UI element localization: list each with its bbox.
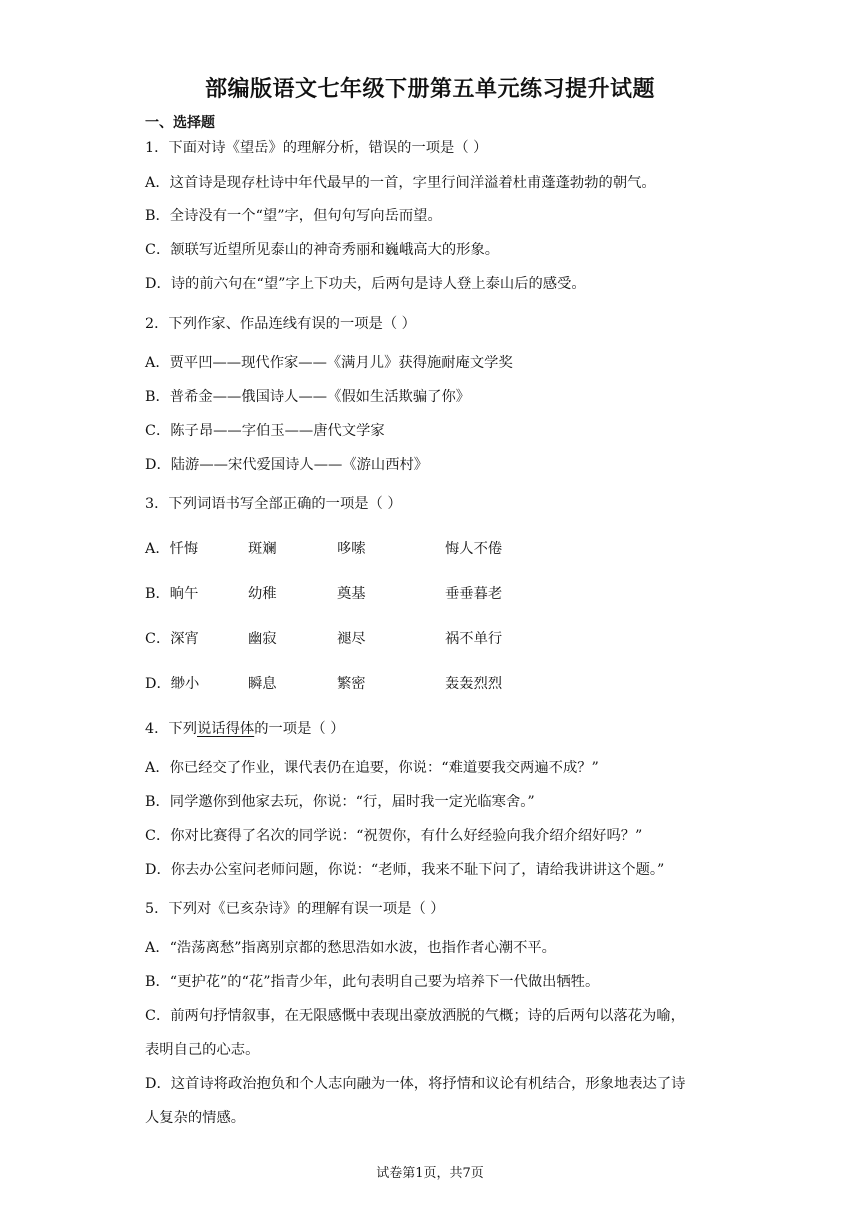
question-5-option-d-line2: 人复杂的情感。 <box>145 1110 246 1126</box>
option-cell: C．深宵 <box>145 631 199 647</box>
question-1-option-b: B．全诗没有一个“望”字，但句句写向岳而望。 <box>145 208 442 224</box>
question-3-option-row <box>145 539 625 559</box>
question-5-option-b: B．“更护花”的“花”指青少年，此句表明自己要为培养下一代做出牺牲。 <box>145 974 600 990</box>
question-2-option-b: B．普希金——俄国诗人——《假如生活欺骗了你》 <box>145 389 471 405</box>
question-5-stem: 5．下列对《已亥杂诗》的理解有误一项是（ ） <box>145 901 445 917</box>
question-1-option-a: A．这首诗是现存杜诗中年代最早的一首，字里行间洋溢着杜甫蓬蓬勃勃的朝气。 <box>145 175 656 191</box>
option-cell: B．晌午 <box>145 586 199 602</box>
section-heading: 一、选择题 <box>145 115 215 131</box>
question-4-stem-underlined: 说话得体 <box>197 721 255 737</box>
question-4-option-d: D．你去办公室问老师问题，你说：“老师，我来不耻下问了，请给我讲讲这个题。” <box>145 862 665 878</box>
question-4-option-c: C．你对比赛得了名次的同学说：“祝贺你，有什么好经验向我介绍介绍好吗？” <box>145 828 643 844</box>
question-5-option-c-line2: 表明自己的心志。 <box>145 1042 260 1058</box>
option-cell: 褪尽 <box>337 631 366 647</box>
option-cell: 繁密 <box>337 676 366 692</box>
question-4-option-a: A．你已经交了作业，课代表仍在追要，你说：“难道要我交两遍不成？” <box>145 760 599 776</box>
question-1-stem: 1．下面对诗《望岳》的理解分析，错误的一项是（ ） <box>145 140 488 156</box>
question-5-option-d-line1: D．这首诗将政治抱负和个人志向融为一体，将抒情和议论有机结合，形象地表达了诗 <box>145 1076 686 1092</box>
option-cell: 悔人不倦 <box>445 541 503 557</box>
option-cell: 幽寂 <box>248 631 277 647</box>
question-5-option-c-line1: C．前两句抒情叙事，在无限感慨中表现出豪放洒脱的气概；诗的后两句以落花为喻， <box>145 1008 685 1024</box>
page-footer: 试卷第1页，共7页 <box>376 1166 484 1181</box>
question-4-option-b: B．同学邀你到他家去玩，你说：“行，届时我一定光临寒舍。” <box>145 794 535 810</box>
option-cell: 哆嗦 <box>337 541 366 557</box>
option-cell: D．缈小 <box>145 676 200 692</box>
option-cell: 幼稚 <box>248 586 277 602</box>
option-cell: 瞬息 <box>248 676 277 692</box>
question-2-option-d: D．陆游——宋代爱国诗人——《游山西村》 <box>145 457 429 473</box>
question-3-option-row <box>145 674 625 694</box>
question-1-option-c: C．颔联写近望所见泰山的神奇秀丽和巍峨高大的形象。 <box>145 242 500 258</box>
question-3-option-row <box>145 629 625 649</box>
option-cell: 祸不单行 <box>445 631 503 647</box>
question-3-option-row <box>145 584 625 604</box>
option-cell: 轰轰烈烈 <box>445 676 503 692</box>
question-2-stem: 2．下列作家、作品连线有误的一项是（ ） <box>145 316 416 332</box>
question-4-stem-suffix: 的一项是（ ） <box>254 721 345 737</box>
option-cell: A．忏悔 <box>145 541 199 557</box>
question-2-option-c: C．陈子昂——字伯玉——唐代文学家 <box>145 423 385 439</box>
question-5-option-a: A．“浩荡离愁”指离别京都的愁思浩如水波，也指作者心潮不平。 <box>145 940 556 956</box>
question-1-option-d: D．诗的前六句在“望”字上下功夫，后两句是诗人登上泰山后的感受。 <box>145 276 586 292</box>
page-title: 部编版语文七年级下册第五单元练习提升试题 <box>204 77 655 102</box>
option-cell: 斑斓 <box>248 541 277 557</box>
question-3-stem: 3．下列词语书写全部正确的一项是（ ） <box>145 496 402 512</box>
option-cell: 奠基 <box>337 586 366 602</box>
question-4-stem <box>145 719 345 739</box>
question-4-stem-prefix: 4．下列 <box>145 721 197 737</box>
question-2-option-a: A．贾平凹——现代作家——《满月儿》获得施耐庵文学奖 <box>145 355 513 371</box>
option-cell: 垂垂暮老 <box>445 586 503 602</box>
